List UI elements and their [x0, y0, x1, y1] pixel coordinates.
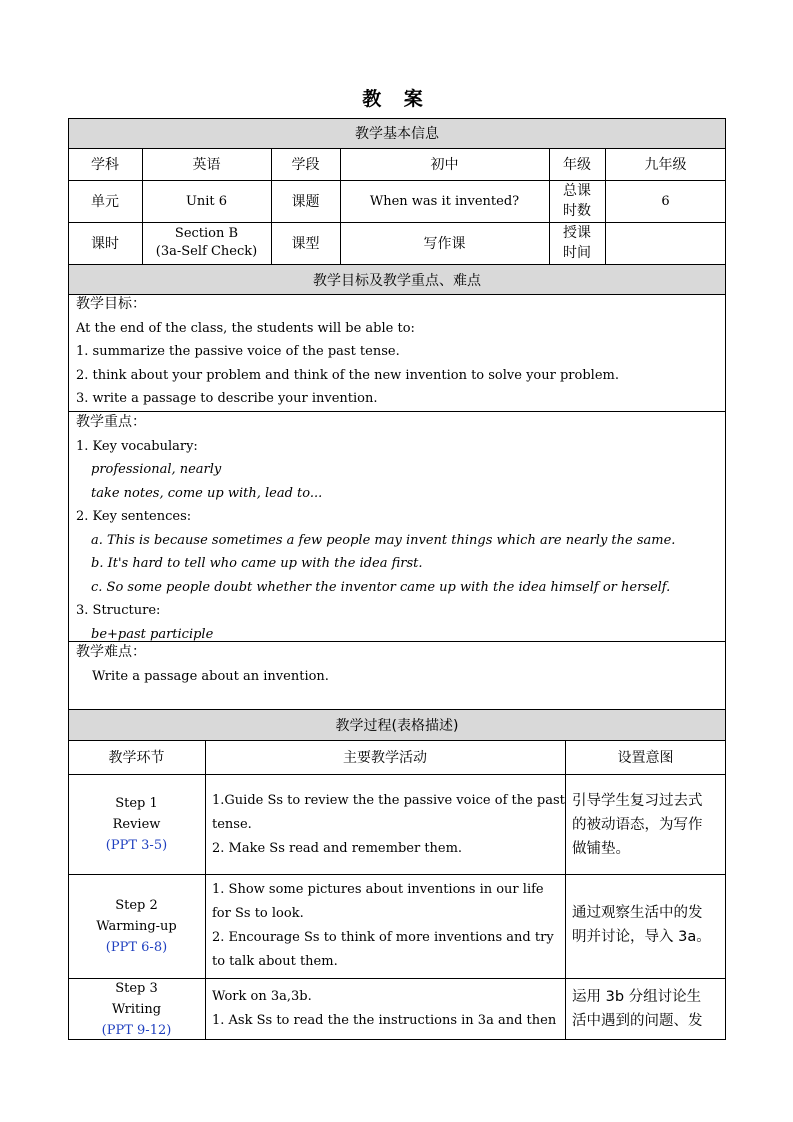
step-number: Step 2 — [115, 897, 158, 913]
table-rule — [68, 148, 726, 149]
step-cell — [68, 774, 205, 874]
step-ppt: (PPT 9-12) — [101, 1022, 172, 1038]
page-title: 教 案 — [362, 88, 431, 110]
activity-line: 2. Encourage Ss to think of more inventions and try — [212, 930, 554, 945]
teaching-goals — [76, 293, 619, 411]
intent-line: 的被动语态，为写作 — [572, 817, 703, 833]
step-ppt: (PPT 3-5) — [105, 837, 168, 853]
objectives-header: 教学目标及教学重点、难点 — [68, 265, 726, 294]
subject-value: 英语 — [192, 157, 221, 173]
goal-line: 3. write a passage to describe your invention. — [76, 391, 378, 406]
topic-value: When was it invented? — [369, 193, 520, 209]
table-rule — [68, 411, 726, 412]
step-name: Review — [112, 816, 161, 832]
step-intent — [572, 985, 703, 1033]
period-label: 课时 — [91, 236, 119, 252]
teaching-time-label-line1: 授课 — [563, 225, 591, 241]
step-activities — [212, 789, 565, 861]
teaching-time-label-line2: 时间 — [563, 245, 591, 261]
grade-value: 九年级 — [644, 157, 687, 173]
intent-line: 做铺垫。 — [572, 841, 630, 857]
table-rule — [68, 978, 726, 979]
intent-line: 明并讨论，导入 3a。 — [572, 929, 711, 945]
key-vocab-title: 1. Key vocabulary: — [76, 438, 198, 454]
key-points-title: 教学重点： — [76, 414, 146, 430]
process-header: 教学过程(表格描述) — [68, 710, 726, 740]
difficult-title: 教学难点： — [76, 644, 146, 660]
key-vocab-line: take notes, come up with, lead to... — [91, 485, 323, 501]
goals-title: 教学目标： — [76, 296, 146, 312]
table-rule — [68, 180, 726, 181]
topic-label: 课题 — [291, 194, 320, 210]
grade-label: 年级 — [563, 157, 591, 173]
step-name: Writing — [111, 1001, 162, 1017]
activity-line: tense. — [212, 817, 252, 832]
unit-label: 单元 — [91, 194, 119, 210]
table-rule — [142, 148, 143, 264]
table-rule — [340, 148, 341, 264]
structure-title: 3. Structure: — [76, 603, 161, 618]
table-rule — [68, 222, 726, 223]
total-hours-label — [549, 180, 605, 222]
table-rule — [68, 118, 726, 119]
activity-line: to talk about them. — [212, 954, 338, 969]
process-col-intent: 设置意图 — [617, 750, 674, 766]
process-col-activities: 主要教学活动 — [343, 750, 427, 766]
table-rule — [68, 1039, 726, 1040]
basic-info-header: 教学基本信息 — [68, 118, 726, 148]
key-sentence: b. It's hard to tell who came up with the idea first. — [91, 556, 423, 571]
activity-line: for Ss to look. — [212, 906, 304, 921]
period-value-line2: (3a-Self Check) — [155, 244, 258, 259]
difficult-value: Write a passage about an invention. — [92, 668, 329, 684]
total-hours-value: 6 — [661, 193, 670, 209]
table-rule — [725, 118, 726, 1040]
key-sentence: a. This is because sometimes a few people may invent things which are nearly the same. — [91, 532, 676, 548]
step-number: Step 3 — [115, 980, 158, 996]
lesson-type-value: 写作课 — [423, 236, 466, 252]
teaching-time-label — [549, 222, 605, 264]
table-rule — [68, 641, 726, 642]
table-rule — [549, 148, 550, 264]
key-vocab-line: professional, nearly — [91, 462, 222, 477]
step-number: Step 1 — [115, 795, 158, 811]
table-rule — [271, 148, 272, 264]
table-rule — [565, 740, 566, 1040]
step-intent — [572, 789, 703, 861]
total-hours-label-line1: 总课 — [563, 183, 591, 199]
teaching-time-value — [605, 222, 726, 264]
intent-line: 活中遇到的问题、发 — [572, 1013, 703, 1029]
process-col-step: 教学环节 — [108, 750, 165, 766]
unit-value: Unit 6 — [185, 193, 228, 209]
table-rule — [68, 709, 726, 710]
activity-line: Work on 3a,3b. — [212, 989, 312, 1004]
period-value — [142, 222, 271, 264]
goal-line: At the end of the class, the students will be able to: — [76, 320, 415, 336]
table-rule — [68, 774, 726, 775]
step-activities — [212, 985, 556, 1033]
activity-line: 1.Guide Ss to review the the passive voice of the past — [212, 793, 565, 808]
key-sentences-title: 2. Key sentences: — [76, 509, 192, 524]
table-rule — [68, 118, 69, 1040]
step-cell — [68, 978, 205, 1040]
table-rule — [68, 294, 726, 295]
goal-line: 2. think about your problem and think of the new invention to solve your problem. — [76, 367, 619, 383]
goal-line: 1. summarize the passive voice of the past tense. — [76, 344, 400, 359]
difficult-points — [76, 641, 329, 688]
table-rule — [68, 264, 726, 265]
key-points — [76, 411, 675, 646]
step-cell — [68, 874, 205, 978]
activity-line: 2. Make Ss read and remember them. — [212, 841, 463, 856]
step-intent — [572, 901, 711, 949]
intent-line: 运用 3b 分组讨论生 — [572, 989, 702, 1005]
step-name: Warming-up — [96, 918, 177, 934]
table-rule — [605, 148, 606, 264]
structure-value: be+past participle — [91, 626, 214, 642]
step-ppt: (PPT 6-8) — [105, 939, 168, 955]
intent-line: 引导学生复习过去式 — [572, 793, 703, 809]
lesson-type-label: 课型 — [291, 236, 320, 252]
total-hours-label-line2: 时数 — [563, 203, 591, 219]
subject-label: 学科 — [91, 157, 119, 173]
table-rule — [68, 740, 726, 741]
table-rule — [68, 874, 726, 875]
activity-line: 1. Ask Ss to read the the instructions in 3a and then — [212, 1013, 557, 1028]
stage-value: 初中 — [430, 157, 459, 173]
intent-line: 通过观察生活中的发 — [572, 905, 703, 921]
stage-label: 学段 — [291, 157, 320, 173]
key-sentence: c. So some people doubt whether the inventor came up with the idea himself or herself. — [91, 579, 671, 595]
period-value-line1: Section B — [174, 226, 239, 241]
step-activities — [212, 878, 554, 974]
table-rule — [205, 740, 206, 1040]
activity-line: 1. Show some pictures about inventions in our life — [212, 882, 544, 897]
